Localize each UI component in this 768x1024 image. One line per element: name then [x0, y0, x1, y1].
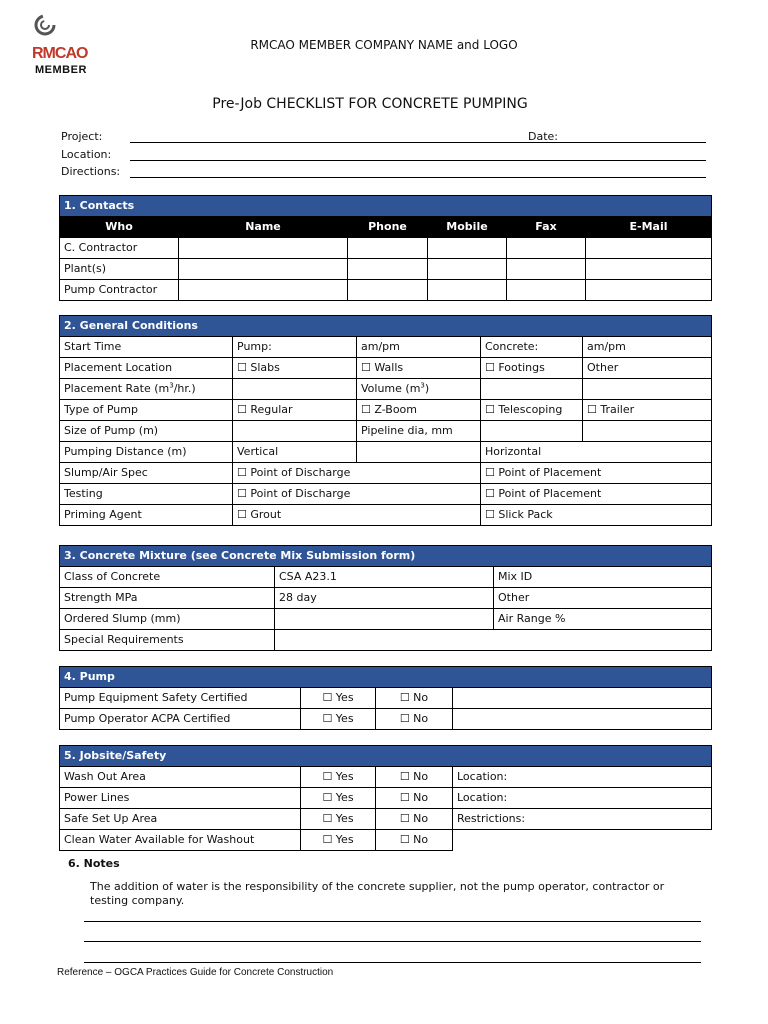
- table-row: [60, 709, 712, 730]
- directions-label: Directions:: [61, 165, 121, 178]
- point-of-discharge-checkbox[interactable]: ☐ Point of Discharge: [233, 484, 481, 505]
- row-label: Placement Location: [60, 358, 233, 379]
- other-cell[interactable]: Other: [494, 588, 712, 609]
- table-row: [60, 484, 712, 505]
- contacts-table: [59, 195, 712, 301]
- ampm-cell[interactable]: am/pm: [357, 337, 481, 358]
- date-label: Date:: [528, 130, 558, 143]
- cell-input[interactable]: [507, 280, 586, 301]
- cell-input[interactable]: [428, 280, 507, 301]
- general-conditions-table: [59, 315, 712, 526]
- cell-input[interactable]: [233, 379, 357, 400]
- notes-line-1[interactable]: [84, 921, 701, 922]
- zboom-checkbox[interactable]: ☐ Z-Boom: [357, 400, 481, 421]
- table-row: [60, 767, 712, 788]
- cell-input[interactable]: [481, 379, 583, 400]
- cell-input[interactable]: [428, 238, 507, 259]
- volume-cell[interactable]: [357, 379, 481, 400]
- cell-input[interactable]: [507, 259, 586, 280]
- row-label: Strength MPa: [60, 588, 275, 609]
- sup-3: 3: [169, 381, 174, 390]
- table-row: [60, 588, 712, 609]
- cell-input[interactable]: [179, 238, 348, 259]
- walls-checkbox[interactable]: ☐ Walls: [357, 358, 481, 379]
- location-label: Location:: [61, 148, 112, 161]
- pump-time-cell[interactable]: Pump:: [233, 337, 357, 358]
- air-range-cell[interactable]: Air Range %: [494, 609, 712, 630]
- cell-input[interactable]: [583, 379, 712, 400]
- col-fax: Fax: [507, 217, 586, 238]
- table-row: [60, 567, 712, 588]
- col-email: E-Mail: [586, 217, 712, 238]
- row-label: Class of Concrete: [60, 567, 275, 588]
- table-row: [60, 421, 712, 442]
- location-cell[interactable]: Location:: [453, 788, 712, 809]
- row-label: Wash Out Area: [60, 767, 301, 788]
- cell-input[interactable]: [179, 259, 348, 280]
- table-row: [60, 609, 712, 630]
- cell-input[interactable]: [453, 688, 712, 709]
- swirl-logo-icon: [34, 14, 56, 36]
- row-label: Plant(s): [60, 259, 179, 280]
- no-checkbox[interactable]: ☐ No: [376, 709, 453, 730]
- jobsite-heading: 5. Jobsite/Safety: [60, 746, 712, 767]
- cell-input[interactable]: [348, 238, 428, 259]
- row-label: Safe Set Up Area: [60, 809, 301, 830]
- pump-heading: 4. Pump: [60, 667, 712, 688]
- row-label: Pumping Distance (m): [60, 442, 233, 463]
- telescoping-checkbox[interactable]: ☐ Telescoping: [481, 400, 583, 421]
- cell-input[interactable]: [357, 442, 481, 463]
- table-row: [60, 463, 712, 484]
- table-row: [60, 809, 712, 830]
- cell-input[interactable]: [428, 259, 507, 280]
- cell-input[interactable]: [275, 609, 494, 630]
- notes-heading: 6. Notes: [68, 857, 120, 870]
- volume-text: Volume (m: [361, 382, 421, 395]
- row-label: Pump Equipment Safety Certified: [60, 688, 301, 709]
- no-checkbox[interactable]: ☐ No: [376, 688, 453, 709]
- table-row: [60, 505, 712, 526]
- jobsite-safety-table: [59, 745, 712, 851]
- yes-checkbox[interactable]: ☐ Yes: [301, 788, 376, 809]
- row-label: Power Lines: [60, 788, 301, 809]
- table-row: [60, 238, 712, 259]
- table-row: [60, 280, 712, 301]
- cell-input[interactable]: [348, 259, 428, 280]
- footings-checkbox[interactable]: ☐ Footings: [481, 358, 583, 379]
- point-of-discharge-checkbox[interactable]: ☐ Point of Discharge: [233, 463, 481, 484]
- slick-pack-checkbox[interactable]: ☐ Slick Pack: [481, 505, 712, 526]
- placement-rate-text: Placement Rate (m: [64, 382, 170, 395]
- row-label: Clean Water Available for Washout: [60, 830, 301, 851]
- csa-cell[interactable]: CSA A23.1: [275, 567, 494, 588]
- cell-input[interactable]: [586, 238, 712, 259]
- cell-input[interactable]: [179, 280, 348, 301]
- cell-input[interactable]: [507, 238, 586, 259]
- row-label: Pump Operator ACPA Certified: [60, 709, 301, 730]
- cell-input[interactable]: [348, 280, 428, 301]
- page-title: Pre-Job CHECKLIST FOR CONCRETE PUMPING: [212, 96, 528, 112]
- row-label: Type of Pump: [60, 400, 233, 421]
- table-row: [60, 688, 712, 709]
- no-checkbox[interactable]: ☐ No: [376, 830, 453, 851]
- notes-line-3[interactable]: [84, 962, 701, 963]
- table-row: [60, 630, 712, 651]
- row-label: Size of Pump (m): [60, 421, 233, 442]
- row-label: Start Time: [60, 337, 233, 358]
- point-of-placement-checkbox[interactable]: ☐ Point of Placement: [481, 463, 712, 484]
- yes-checkbox[interactable]: ☐ Yes: [301, 688, 376, 709]
- logo-member-text: MEMBER: [35, 64, 87, 76]
- directions-line[interactable]: [130, 177, 706, 178]
- row-label: Slump/Air Spec: [60, 463, 233, 484]
- logo-brand-text: RMCAO: [32, 45, 88, 62]
- col-mobile: Mobile: [428, 217, 507, 238]
- location-cell[interactable]: Location:: [453, 767, 712, 788]
- row-label: Special Requirements: [60, 630, 275, 651]
- cell-input[interactable]: [586, 259, 712, 280]
- col-name: Name: [179, 217, 348, 238]
- mixid-cell[interactable]: Mix ID: [494, 567, 712, 588]
- trailer-checkbox[interactable]: ☐ Trailer: [583, 400, 712, 421]
- regular-checkbox[interactable]: ☐ Regular: [233, 400, 357, 421]
- cell-input[interactable]: [481, 421, 583, 442]
- yes-checkbox[interactable]: ☐ Yes: [301, 809, 376, 830]
- row-label: Testing: [60, 484, 233, 505]
- cell-input[interactable]: [453, 709, 712, 730]
- table-row: [60, 379, 712, 400]
- col-phone: Phone: [348, 217, 428, 238]
- day28-cell[interactable]: 28 day: [275, 588, 494, 609]
- empty-cell: [453, 830, 712, 851]
- table-row: [60, 259, 712, 280]
- table-row: [60, 788, 712, 809]
- row-label: Pump Contractor: [60, 280, 179, 301]
- mixture-heading: 3. Concrete Mixture (see Concrete Mix Submission form): [60, 546, 712, 567]
- ampm-cell[interactable]: am/pm: [583, 337, 712, 358]
- project-line[interactable]: [130, 142, 706, 143]
- horizontal-cell[interactable]: Horizontal: [481, 442, 712, 463]
- notes-text: The addition of water is the responsibility of the concrete supplier, not the pump operator, contractor or testing company.: [90, 880, 665, 907]
- notes-line-2[interactable]: [84, 941, 701, 942]
- special-requirements-input[interactable]: [275, 630, 712, 651]
- contacts-heading: 1. Contacts: [60, 196, 712, 217]
- cell-input[interactable]: [233, 421, 357, 442]
- no-checkbox[interactable]: ☐ No: [376, 809, 453, 830]
- no-checkbox[interactable]: ☐ No: [376, 767, 453, 788]
- slabs-checkbox[interactable]: ☐ Slabs: [233, 358, 357, 379]
- table-row: [60, 400, 712, 421]
- table-row: [60, 358, 712, 379]
- table-row: [60, 830, 712, 851]
- row-label: Priming Agent: [60, 505, 233, 526]
- footer-reference: Reference – OGCA Practices Guide for Concrete Construction: [57, 967, 334, 978]
- location-line[interactable]: [130, 160, 706, 161]
- table-row: [60, 337, 712, 358]
- cell-input[interactable]: [583, 421, 712, 442]
- col-who: Who: [60, 217, 179, 238]
- row-label: [60, 379, 233, 400]
- cell-input[interactable]: [586, 280, 712, 301]
- concrete-time-cell[interactable]: Concrete:: [481, 337, 583, 358]
- project-label: Project:: [61, 130, 103, 143]
- row-label: Ordered Slump (mm): [60, 609, 275, 630]
- company-name-placeholder: RMCAO MEMBER COMPANY NAME and LOGO: [250, 38, 518, 52]
- vertical-cell[interactable]: Vertical: [233, 442, 357, 463]
- table-row: [60, 442, 712, 463]
- point-of-placement-checkbox[interactable]: ☐ Point of Placement: [481, 484, 712, 505]
- concrete-mixture-table: [59, 545, 712, 651]
- yes-checkbox[interactable]: ☐ Yes: [301, 830, 376, 851]
- pipeline-cell[interactable]: Pipeline dia, mm: [357, 421, 481, 442]
- volume-end: ): [424, 382, 430, 395]
- other-cell[interactable]: Other: [583, 358, 712, 379]
- placement-rate-end: /hr.): [173, 382, 196, 395]
- yes-checkbox[interactable]: ☐ Yes: [301, 767, 376, 788]
- no-checkbox[interactable]: ☐ No: [376, 788, 453, 809]
- grout-checkbox[interactable]: ☐ Grout: [233, 505, 481, 526]
- yes-checkbox[interactable]: ☐ Yes: [301, 709, 376, 730]
- sup-3: 3: [420, 381, 425, 390]
- restrictions-cell[interactable]: Restrictions:: [453, 809, 712, 830]
- general-heading: 2. General Conditions: [60, 316, 712, 337]
- pump-table: [59, 666, 712, 730]
- row-label: C. Contractor: [60, 238, 179, 259]
